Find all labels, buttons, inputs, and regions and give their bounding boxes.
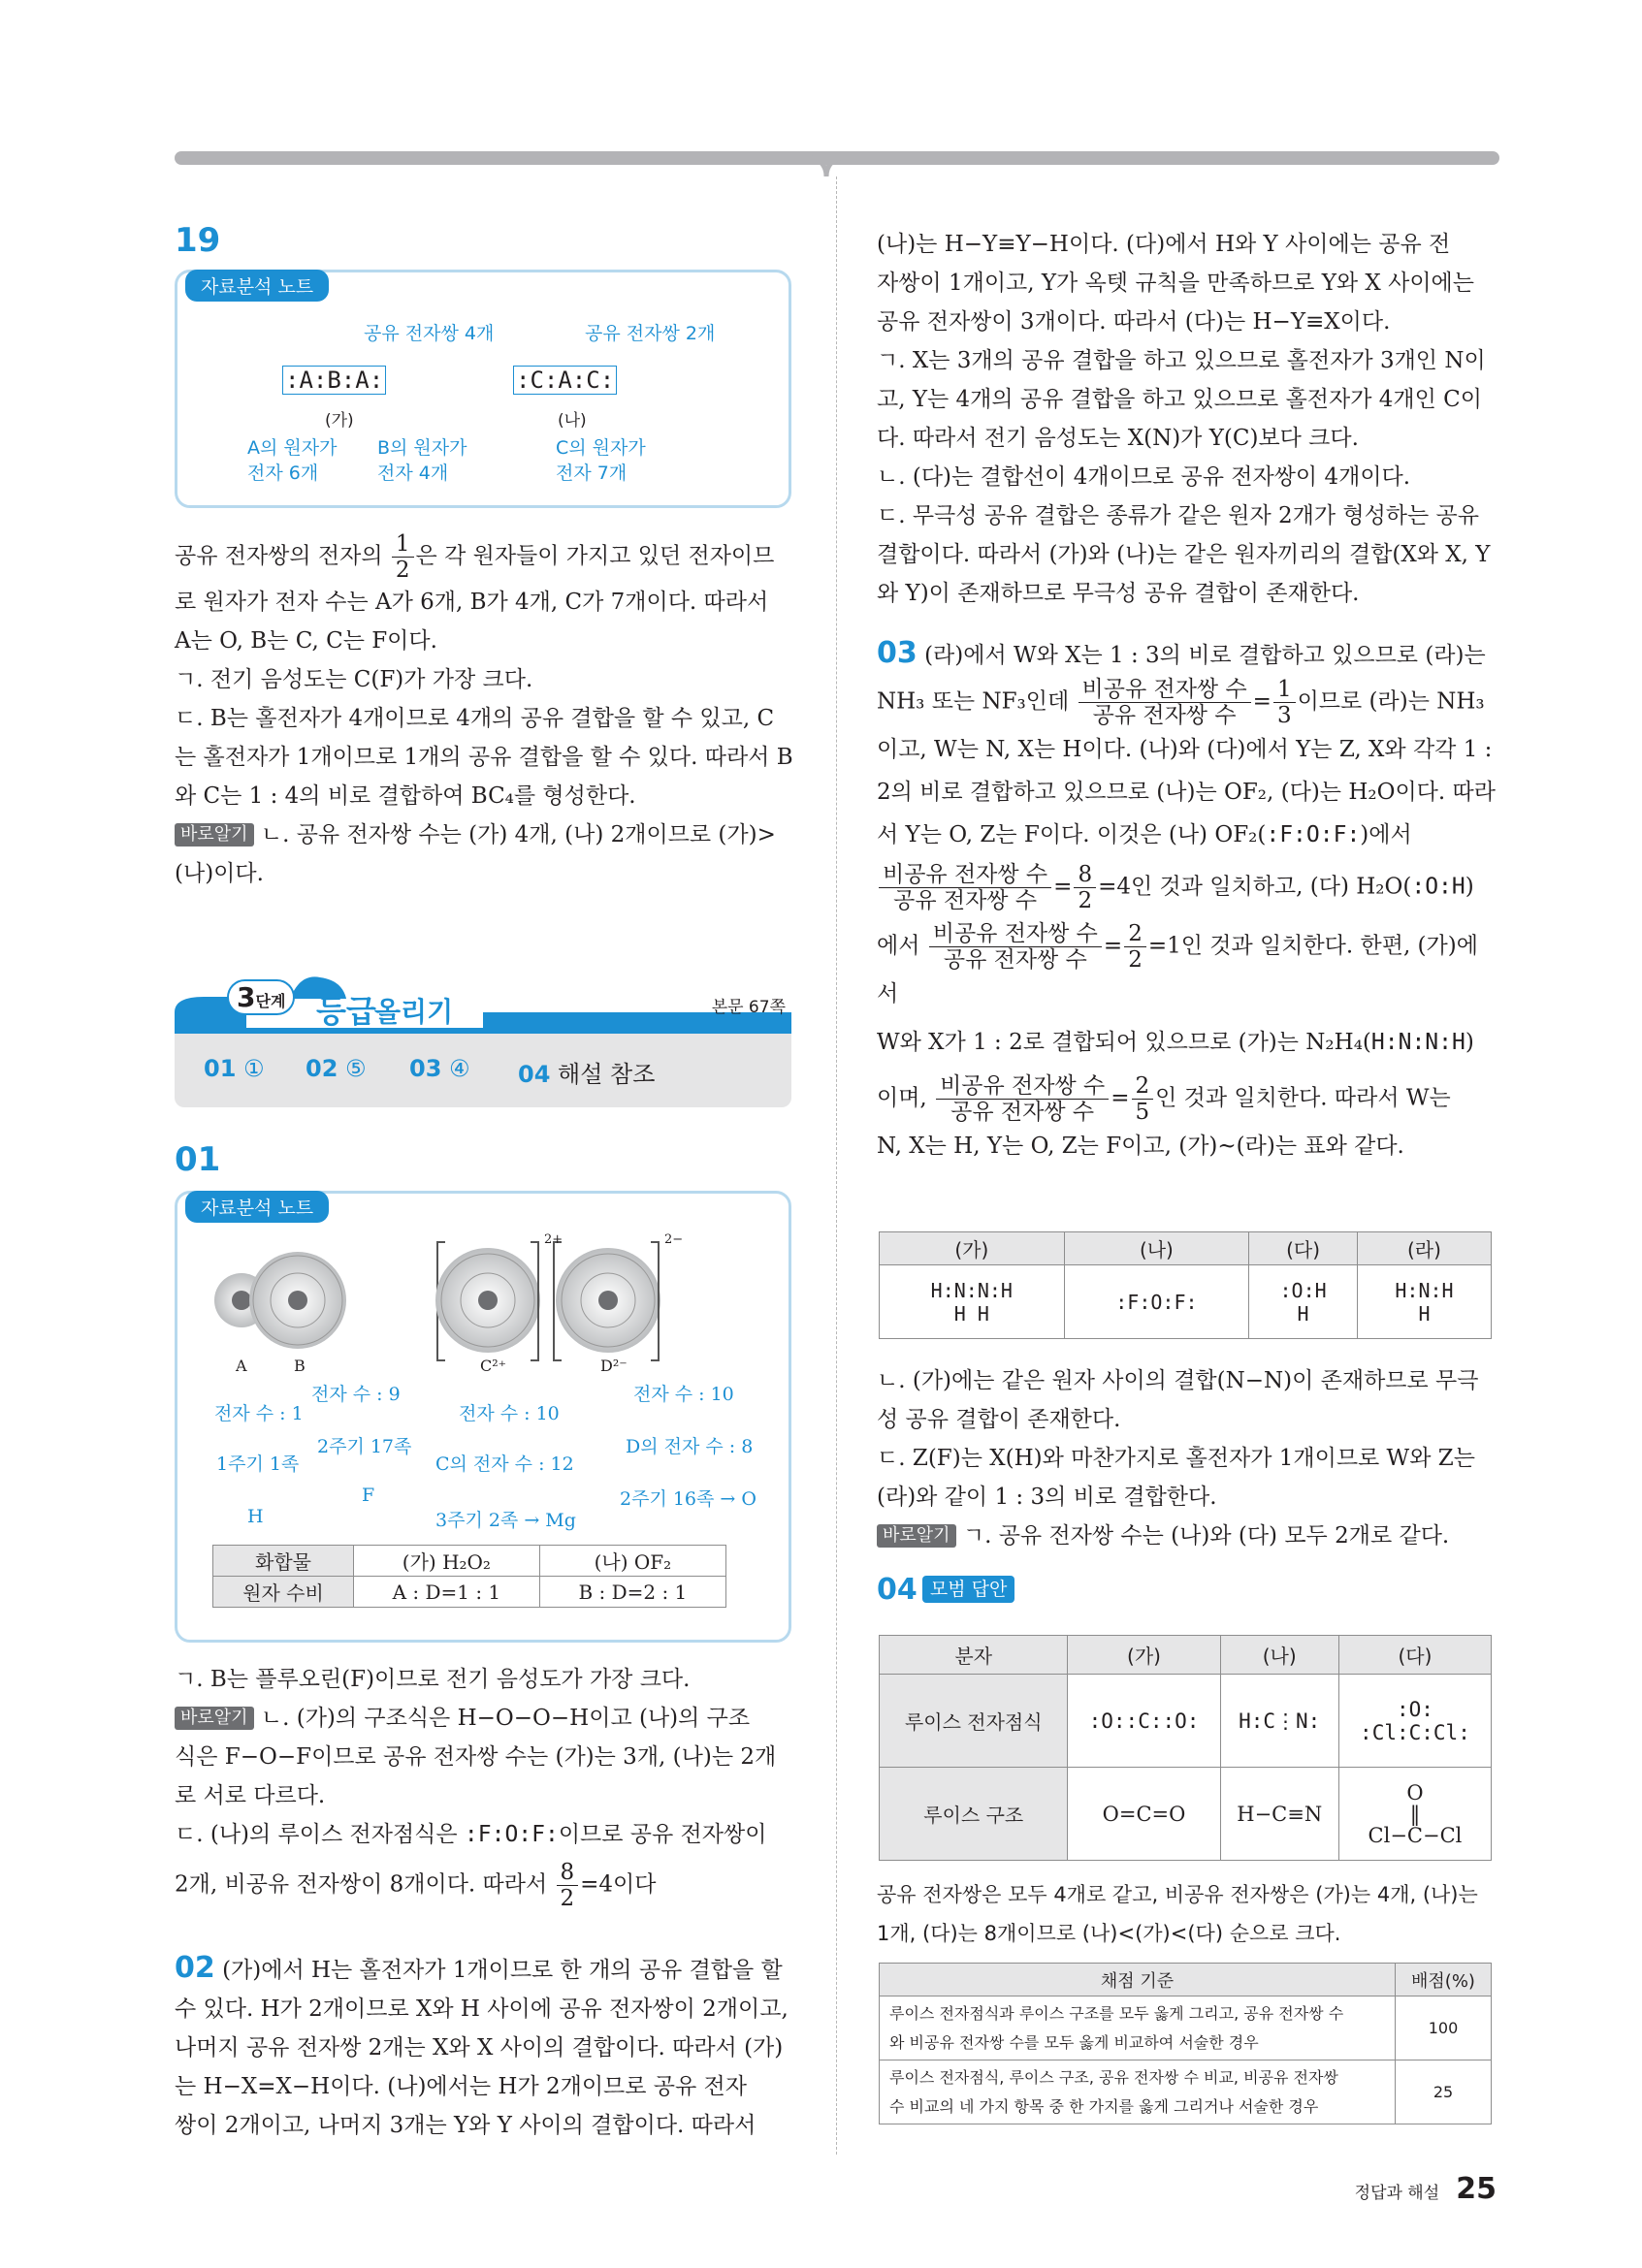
c-valence-2: 전자 7개 (556, 463, 628, 484)
q04-header (877, 1573, 1014, 1607)
d-value: D의 전자 수 : 8 (626, 1436, 754, 1457)
label-d: D²⁻ (600, 1357, 628, 1375)
d-electrons: 전자 수 : 10 (633, 1384, 734, 1405)
scoring-table: 채점 기준 배점(%) 루이스 전자점식과 루이스 구조를 모두 옳게 그리고, 공유 전자쌍 수 와 비공유 전자쌍 수를 모두 옳게 비교하여 서술한 경우 100 루이스 전자점식, 루이스 구조, 공유 전자쌍 수 비교, 비공유 전자쌍 수 비교의 네 가지 항목 중 한 가지를 옳게 그리거나 서술한 경우 25 (879, 1963, 1492, 2124)
q02-number: 02 (175, 1951, 215, 1985)
correction-tag: 바로알기 (877, 1524, 956, 1548)
right-lewis: :C:A:C: (513, 366, 617, 395)
c-value: C의 전자 수 : 12 (435, 1453, 574, 1475)
a-valence-2: 전자 6개 (247, 463, 319, 484)
b-period: 2주기 17족 (317, 1436, 412, 1457)
b-element: F (362, 1485, 375, 1506)
stage-step-unit: 단계 (255, 992, 286, 1010)
q04-table: 분자 (가) (나) (다) 루이스 전자점식 :O::C::O: H:C⋮N: :O: :Cl:C:Cl: 루이스 구조 O=C=O H−C≡N O ‖ Cl−C−Cl (879, 1635, 1492, 1861)
answer-strip: 01 ① 02 ⑤ 03 ④ 04 해설 참조 (175, 1034, 791, 1107)
q01-note-box (175, 1191, 791, 1643)
page-number: 25 (1456, 2172, 1497, 2206)
top-bar-notch (807, 155, 846, 178)
q03-explanation: 03 (라)에서 W와 X는 1 : 3의 비로 결합하고 있으므로 (라)는 NH₃ 또는 NF₃인데 $\frac{\text{비공유 전자쌍 수}}{\text{공유 전자쌍 수}}$ = $\frac{1}{3}$ 이므로 (라)는 NH₃ 이고, W는 N, X는 H이다. (나)와 (다)에서 Y는 Z, X와 각각 1 : 2의 비로 결합하고 있으므로 (나)는 OF₂, (다)는 H₂O이다. 따라 서 Y는 O, Z는 F이다. 이것은 (나) OF₂(:F:O:F:)에서 $\frac{\text{비공유 전자쌍 수}}{\text{공유 전자쌍 수}}$ = $\frac{8}{2}$ =4인 것과 일치하고, (다) H₂O(:O:H) 에서 $\frac{\text{비공유 전자쌍 수}}{\text{공유 전자쌍 수}}$ = $\frac{2}{2}$ =1인 것과 일치한다. 한편, (가)에서 W와 X가 1 : 2로 결합되어 있으므로 (가)는 N₂H₄(H:N:N:H) 이며, $\frac{\text{비공유 전자쌍 수}}{\text{공유 전자쌍 수}}$ = $\frac{2}{5}$ 인 것과 일치한다. 따라서 W는 N, X는 H, Y는 O, Z는 F이고, (가)~(라)는 표와 같다. (877, 636, 1496, 1159)
correction-tag: 바로알기 (175, 823, 254, 847)
label-c: C²⁺ (480, 1357, 507, 1375)
note-label: 자료분석 노트 (185, 1191, 329, 1223)
q02-continued: (나)는 H−Y≡Y−H이다. (다)에서 H와 Y 사이에는 공유 전 자쌍이 1개이고, Y가 옥텟 규칙을 만족하므로 Y와 X 사이에는 공유 전자쌍이 3개이다. 따라서 (다)는 H−Y≡X이다. ㄱ. X는 3개의 공유 결합을 하고 있으므로 홀전자가 3개인 N이 고, Y는 4개의 공유 결합을 하고 있으므로 홀전자가 4개인 C이 다. 따라서 전기 음성도는 X(N)가 Y(C)보다 크다. ㄴ. (다)는 결합선이 4개이므로 공유 전자쌍이 4개이다. ㄷ. 무극성 공유 결합은 종류가 같은 원자 2개가 형성하는 공유 결합이다. 따라서 (가)와 (나)는 같은 원자끼리의 결합(X와 X, Y 와 Y)이 존재하므로 무극성 공유 결합이 존재한다. (877, 232, 1491, 606)
shared4-label: 공유 전자쌍 4개 (364, 323, 495, 344)
sup-d: 2− (664, 1232, 684, 1247)
stage-ref: 본문 67쪽 (711, 998, 786, 1017)
ratio-table: 화합물 (가) H₂O₂ (나) OF₂ 원자 수비 A : D=1 : 1 B : D=2 : 1 (212, 1545, 726, 1608)
shared2-label: 공유 전자쌍 2개 (585, 323, 716, 344)
q01-number: 01 (175, 1140, 221, 1179)
q19-note-box (175, 270, 791, 508)
a-element: H (247, 1506, 264, 1527)
note-label: 자료분석 노트 (185, 270, 329, 302)
label-ga: (가) (325, 411, 354, 431)
stage-step: 3 (237, 981, 256, 1013)
q19-explanation: 공유 전자쌍의 전자의 $\frac{1}{2}$ 은 각 원자들이 가지고 있던 전자이므 로 원자가 전자 수는 A가 6개, B가 4개, C가 7개이다. 따라서 A는 O, B는 C, C는 F이다. ㄱ. 전기 음성도는 C(F)가 가장 크다. ㄷ. B는 홀전자가 4개이므로 4개의 공유 결합을 할 수 있고, C 는 홀전자가 1개이므로 1개의 공유 결합을 할 수 있다. 따라서 B 와 C는 1 : 4의 비로 결합하여 BC₄를 형성한다. 바로알기 ㄴ. 공유 전자쌍 수는 (가) 4개, (나) 2개이므로 (가)> (나)이다. (175, 531, 793, 886)
sup-c: 2+ (544, 1232, 563, 1247)
left-lewis: :A:B:A: (282, 366, 386, 395)
footer-label: 정답과 해설 (1354, 2184, 1440, 2203)
label-a: A (236, 1357, 247, 1375)
q04-number: 04 (877, 1573, 918, 1607)
label-b: B (294, 1357, 306, 1375)
a-period: 1주기 1족 (216, 1453, 300, 1475)
c-valence-1: C의 원자가 (556, 437, 646, 459)
q02-explanation: 02 (가)에서 H는 홀전자가 1개이므로 한 개의 공유 결합을 할 수 있다. H가 2개이므로 X와 H 사이에 공유 전자쌍이 2개이고, 나머지 공유 전자쌍 2개는 X와 X 사이의 결합이다. 따라서 (가) 는 H−X=X−H이다. (나)에서는 H가 2개이므로 공유 전자 쌍이 2개이고, 나머지 3개는 Y와 Y 사이의 결합이다. 따라서 (175, 1951, 789, 2138)
c-period: 3주기 2족 → Mg (435, 1510, 576, 1531)
q01-explanation: ㄱ. B는 플루오린(F)이므로 전기 음성도가 가장 크다. 바로알기 ㄴ. (가)의 구조식은 H−O−O−H이고 (나)의 구조 식은 F−O−F이므로 공유 전자쌍 수는 (가)는 3개, (나)는 2개 로 서로 다르다. ㄷ. (나)의 루이스 전자점식은 :F:O:F:이므로 공유 전자쌍이 2개, 비공유 전자쌍이 8개이다. 따라서 $\frac{8}{2}$ =4이다 (175, 1667, 777, 1911)
c-electrons: 전자 수 : 10 (459, 1403, 560, 1424)
q03-lewis-table: (가) (나) (다) (라) H:N:N:H H H :F:O:F: :O:H H H:N:H H (879, 1231, 1492, 1339)
stage-title-a: 등급 (316, 993, 376, 1030)
model-answer-tag: 모범 답안 (922, 1576, 1014, 1603)
b-electrons: 전자 수 : 9 (311, 1384, 401, 1405)
q19-number: 19 (175, 221, 221, 260)
q03-choices: ㄴ. (가)에는 같은 원자 사이의 결합(N−N)이 존재하므로 무극 성 공유 결합이 존재한다. ㄷ. Z(F)는 X(H)와 마찬가지로 홀전자가 1개이므로 W와 Z는 (라)와 같이 1 : 3의 비로 결합한다. 바로알기 ㄱ. 공유 전자쌍 수는 (나)와 (다) 모두 2개로 같다. (877, 1368, 1479, 1549)
a-valence-1: A의 원자가 (247, 437, 338, 459)
fraction: $\frac{1}{2}$ (392, 531, 414, 583)
page-footer (1355, 2172, 1497, 2206)
q04-answer: 공유 전자쌍은 모두 4개로 같고, 비공유 전자쌍은 (가)는 4개, (나)는 1개, (다)는 8개이므로 (나)<(가)<(다) 순으로 크다. (877, 1883, 1478, 1945)
label-na: (나) (558, 411, 587, 431)
d-period: 2주기 16족 → O (620, 1488, 757, 1510)
b-valence-1: B의 원자가 (377, 437, 467, 459)
q03-number: 03 (877, 636, 918, 670)
correction-tag: 바로알기 (175, 1707, 254, 1730)
b-valence-2: 전자 4개 (377, 463, 449, 484)
column-divider (836, 176, 837, 2155)
stage-title-b: 올리기 (374, 996, 454, 1028)
a-electrons: 전자 수 : 1 (214, 1403, 304, 1424)
